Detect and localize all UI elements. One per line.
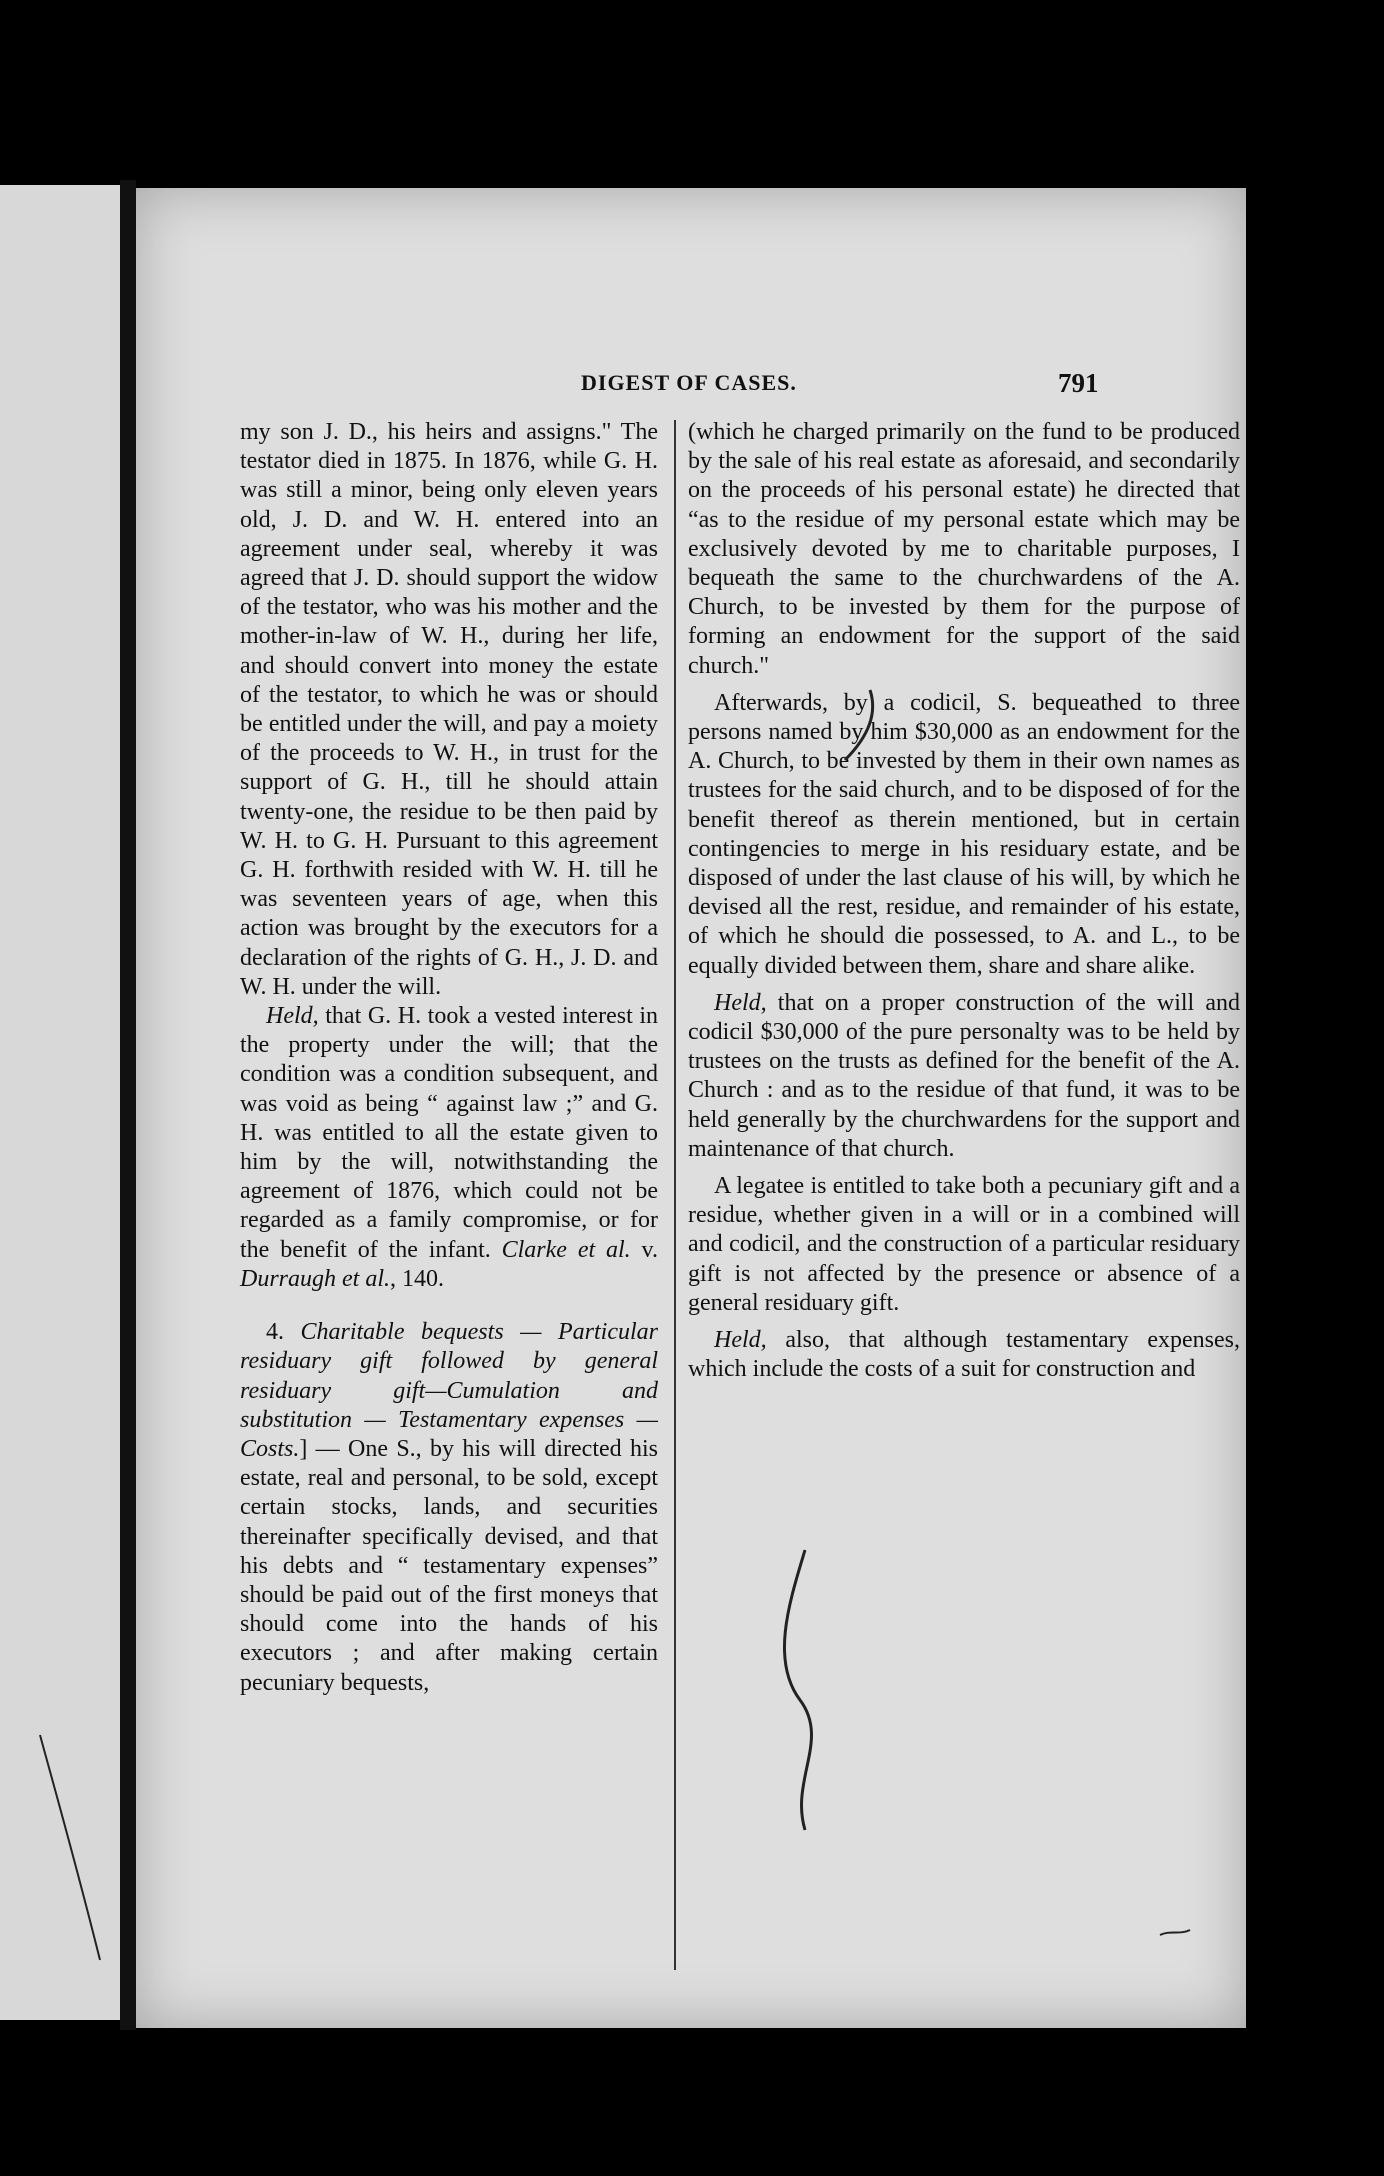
- section-number: 4.: [266, 1319, 301, 1346]
- right-paragraph-5: [688, 1326, 1240, 1384]
- held-label: Held,: [714, 989, 767, 1016]
- column-rule: [674, 420, 676, 1970]
- book-gutter: [120, 180, 136, 2030]
- case-name-1: Clarke et al.: [501, 1236, 631, 1263]
- held-label: Held,: [714, 1327, 767, 1354]
- left-paragraph-3: [240, 1318, 658, 1698]
- left-paragraph-2-text: that G. H. took a vested interest in the property under the will; that the condition was a condition subsequent, and was void as being “ against law ;” and G. H. was entitled to all the estate given to him by the will, notwithstanding the agreement of 1876, which could not be regarded as a family compromise, or for the benefit of the infant.: [240, 1003, 658, 1263]
- left-paragraph-1: my son J. D., his heirs and assigns." The testator died in 1875. In 1876, while G. H. was still a minor, being only eleven years old, J. D. and W. H. entered into an agreement under seal, whereby it was agreed that J. D. should support the widow of the testator, who was his mother and the mother-in-law of W. H., during her life, and should convert into money the estate of the testator, to which he was or should be entitled under the will, and pay a moiety of the proceeds to W. H., in trust for the support of G. H., till he should attain twenty-one, the residue to be then paid by W. H. to G. H. Pursuant to this agreement G. H. forthwith resided with W. H. till he was seventeen years of age, when this action was brought by the executors for a declaration of the rights of G. H., J. D. and W. H. under the will.: [240, 419, 658, 1000]
- right-paragraph-3-text: that on a proper construction of the will and codicil $30,000 of the pure personalty was to be held by trustees on the trusts as defined for the benefit of the A. Church : and as to the residue of that fund, it was to be held generally by the churchwardens for the support and maintenance of that church.: [688, 989, 1240, 1162]
- right-paragraph-3: [688, 989, 1240, 1164]
- left-paragraph-2: [240, 1002, 658, 1294]
- case-v: v.: [630, 1236, 659, 1263]
- case-citation: , 140.: [390, 1265, 444, 1292]
- page-number: 791: [1058, 368, 1099, 398]
- right-paragraph-1: (which he charged primarily on the fund to be produced by the sale of his real estate as aforesaid, and secondarily on the proceeds of his personal estate) he directed that “as to the residue of my personal estate which may be exclusively devoted by me to charitable purposes, I bequeath the same to the churchwardens of the A. Church, to be invested by them for the purpose of forming an endowment for the support of the said church.": [688, 419, 1240, 679]
- book-page: [136, 188, 1246, 2028]
- case-name-2: Durraugh et al.: [240, 1265, 390, 1292]
- right-paragraph-4: A legatee is entitled to take both a pecuniary gift and a residue, whether given in a will or in a combined will and codicil, and the construction of a particular residuary gift is not affected by the presence or absence of a general residuary gift.: [688, 1173, 1240, 1316]
- left-paragraph-3-text: ] — One S., by his will directed his estate, real and personal, to be sold, except certain stocks, lands, and securities thereinafter specifically devised, and that his debts and “ testamentary expenses” should be paid out of the first moneys that should come into the hands of his executors ; and after making certain pecuniary bequests,: [240, 1435, 658, 1696]
- held-label: Held,: [266, 1003, 319, 1030]
- facing-page-edge: [0, 185, 120, 2020]
- right-paragraph-5-text: also, that although testamentary expenses, which include the costs of a suit for construction and: [688, 1327, 1240, 1383]
- running-head: [136, 368, 1246, 408]
- right-paragraph-2: Afterwards, by a codicil, S. bequeathed to three persons named by him $30,000 as an endowment for the A. Church, to be invested by them in their own names as trustees for the said church, and to be disposed of for the benefit thereof as therein mentioned, but in certain contingencies to merge in his residuary estate, and be disposed of under the last clause of his will, by which he devised all the rest, residue, and remainder of his estate, of which he should die possessed, to A. and L., to be equally divided between them, share and share alike.: [688, 689, 1240, 979]
- page-title: DIGEST OF CASES.: [581, 370, 797, 395]
- section-heading: Charitable bequests — Particular residuary gift followed by general residuary gift—Cumulation and substitution — Testamentary expenses — Costs.: [240, 1319, 658, 1462]
- left-column: [240, 418, 658, 1698]
- right-column: [688, 418, 1240, 1385]
